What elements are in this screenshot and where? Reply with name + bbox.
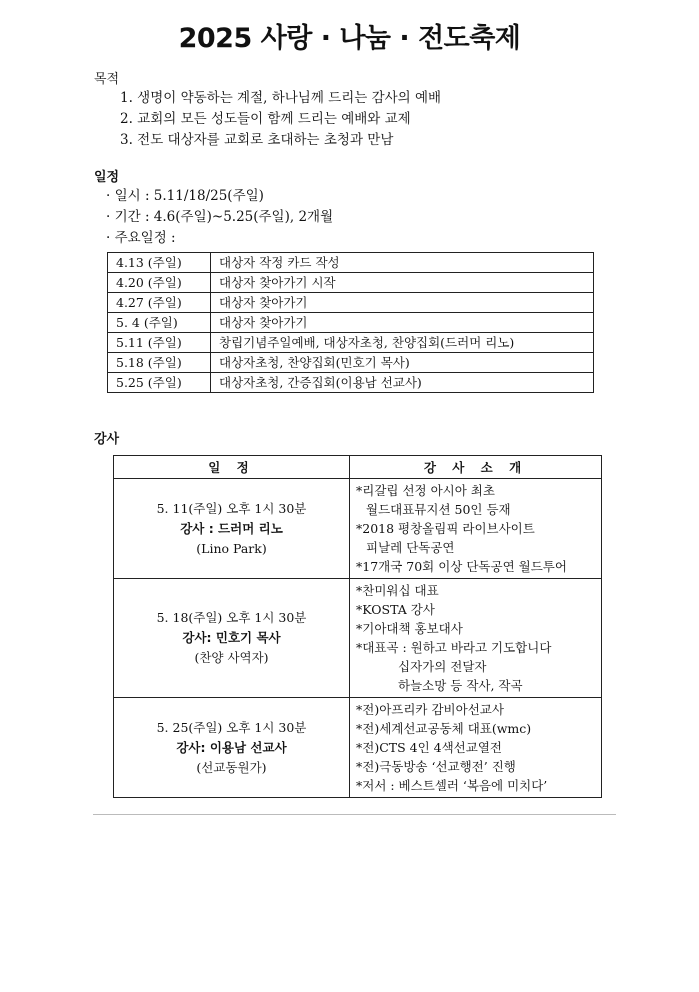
purpose-list [120,88,441,151]
speaker-time: 5. 11(주일) 오후 1시 30분 [156,500,307,516]
table-row [114,698,602,798]
col-header-schedule: 일 정 [114,456,350,479]
intro-line: *KOSTA 강사 [356,602,435,617]
table-row [108,273,594,293]
purpose-item: 3. 전도 대상자를 교회로 초대하는 초청과 만남 [120,132,394,148]
schedule-date: 4.13 (주일) [108,253,211,273]
table-row [114,579,602,698]
speaker-name: 강사: 이용남 선교사 [176,739,287,755]
table-row [108,253,594,273]
speaker-when-cell [114,579,350,698]
schedule-heading: 일정 [94,170,120,185]
schedule-desc: 대상자 찾아가기 시작 [211,273,594,293]
speaker-intro-cell [350,579,602,698]
table-header-row [114,456,602,479]
divider [93,814,616,815]
speaker-name: 강사: 민호기 목사 [182,630,281,645]
schedule-date: 4.27 (주일) [108,293,211,313]
intro-line: *전)아프리카 감비아선교사 [356,702,504,717]
page-title: 2025 사랑 · 나눔 · 전도축제 [178,23,521,54]
schedule-table [107,252,594,393]
speaker-when-cell [114,479,350,579]
schedule-desc: 창립기념주일예배, 대상자초청, 찬양집회(드러머 리노) [211,333,594,353]
schedule-date: 5. 4 (주일) [108,313,211,333]
schedule-info [106,186,333,249]
schedule-desc: 대상자초청, 간증집회(이용남 선교사) [211,373,594,393]
schedule-desc: 대상자 찾아가기 [211,313,594,333]
speaker-subtitle: (선교동원가) [196,759,267,775]
table-row [108,293,594,313]
speaker-time: 5. 18(주일) 오후 1시 30분 [156,610,307,625]
speaker-table [113,455,602,798]
intro-line: *리갈립 선정 아시아 최초 [356,483,495,498]
schedule-desc: 대상자초청, 찬양집회(민호기 목사) [211,353,594,373]
purpose-item: 1. 생명이 약동하는 계절, 하나님께 드리는 감사의 예배 [120,90,442,106]
main-schedule-line: · 주요일정 : [106,230,176,246]
intro-line: *전)CTS 4인 4색선교열전 [356,740,502,755]
schedule-date: 5.18 (주일) [108,353,211,373]
purpose-heading: 목적 [94,72,120,87]
speaker-subtitle: (Lino Park) [196,540,267,556]
purpose-item: 2. 교회의 모든 성도들이 함께 드리는 예배와 교제 [120,111,411,127]
intro-line: *찬미워십 대표 [356,583,439,598]
intro-line: *저서 : 베스트셀러 ‘복음에 미치다’ [356,778,548,793]
intro-line: *전)세계선교공동체 대표(wmc) [356,721,532,736]
intro-line: 피날레 단독공연 [366,540,455,555]
schedule-date: 4.20 (주일) [108,273,211,293]
schedule-desc: 대상자 작정 카드 작성 [211,253,594,273]
table-row [108,333,594,353]
intro-line: 십자가의 전달자 [398,659,487,674]
table-row [108,313,594,333]
speaker-name: 강사 : 드러머 리노 [180,520,283,536]
date-line: · 일시 : 5.11/18/25(주일) [106,188,264,204]
speaker-intro-cell [350,698,602,798]
intro-line: 월드대표뮤지션 50인 등재 [366,502,511,517]
schedule-desc: 대상자 찾아가기 [211,293,594,313]
period-line: · 기간 : 4.6(주일)~5.25(주일), 2개월 [106,209,334,225]
table-row [108,353,594,373]
speaker-intro-cell [350,479,602,579]
intro-line: *17개국 70회 이상 단독공연 월드투어 [356,559,567,574]
speaker-when-cell [114,698,350,798]
intro-line: *2018 평창올림픽 라이브사이트 [356,521,535,536]
intro-line: *전)극동방송 ‘선교행전’ 진행 [356,759,516,774]
speaker-heading: 강사 [94,432,120,447]
speaker-time: 5. 25(주일) 오후 1시 30분 [156,719,307,735]
speaker-subtitle: (찬양 사역자) [194,650,269,665]
intro-line: 하늘소망 등 작사, 작곡 [398,678,523,693]
table-row [108,373,594,393]
intro-line: *기아대책 홍보대사 [356,621,463,636]
table-row [114,479,602,579]
intro-line: *대표곡 : 원하고 바라고 기도합니다 [356,640,552,655]
col-header-intro: 강 사 소 개 [350,456,602,479]
schedule-date: 5.25 (주일) [108,373,211,393]
schedule-date: 5.11 (주일) [108,333,211,353]
